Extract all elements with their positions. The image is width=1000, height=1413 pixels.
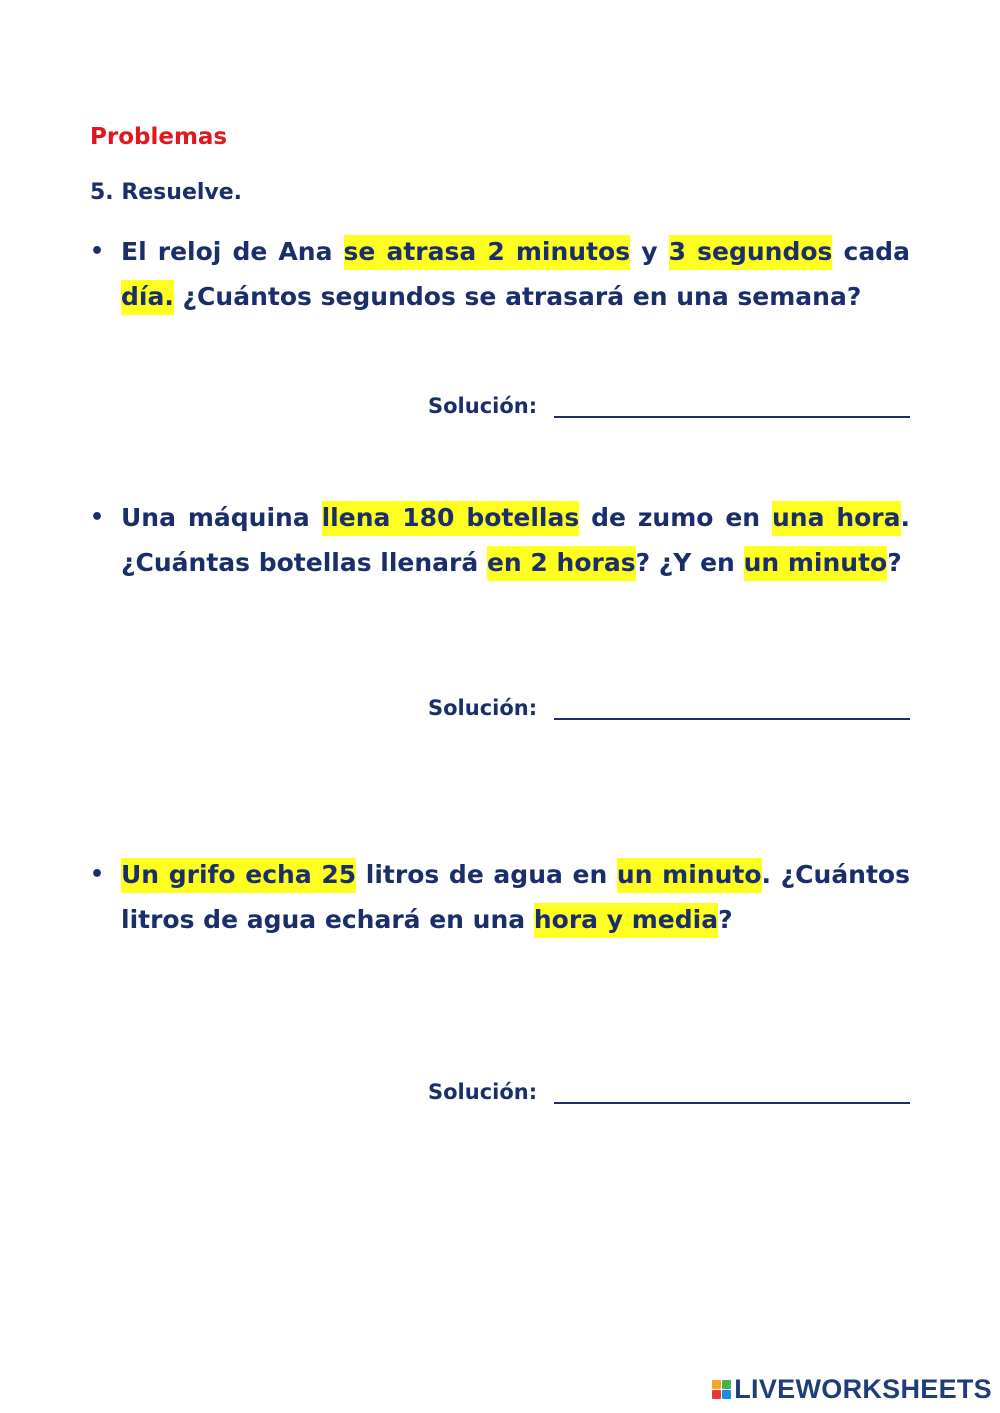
text-segment: ? <box>718 905 733 934</box>
problem-1-text <box>121 229 910 319</box>
logo-square <box>712 1390 721 1399</box>
problem-2-text <box>121 495 910 585</box>
solution-1 <box>428 392 910 422</box>
highlighted-phrase: en 2 horas <box>487 546 636 581</box>
exercise-instruction: 5. Resuelve. <box>90 180 243 205</box>
text-segment: cada <box>832 237 910 266</box>
highlighted-phrase: día. <box>121 280 174 315</box>
solution-2-label: Solución: <box>428 696 538 720</box>
problem-3-text <box>121 852 910 942</box>
solution-1-label: Solución: <box>428 394 538 418</box>
text-segment: . ¿Cuántos litros de agua echará en una <box>121 860 910 934</box>
text-segment: El reloj de Ana <box>121 237 344 266</box>
problem-2 <box>90 495 910 585</box>
text-segment: ? ¿Y en <box>635 548 744 577</box>
logo-square <box>712 1380 721 1389</box>
text-segment: . ¿Cuántas botellas llenará <box>121 503 910 577</box>
solution-3 <box>428 1078 910 1108</box>
text-segment: litros de agua en <box>356 860 617 889</box>
highlighted-phrase: hora y media <box>534 903 718 938</box>
bullet-icon: • <box>90 862 105 887</box>
liveworksheets-logo <box>712 1371 992 1407</box>
solution-2-answer-line[interactable] <box>554 718 910 720</box>
section-title: Problemas <box>90 124 228 150</box>
highlighted-phrase: un minuto <box>744 546 888 581</box>
logo-square <box>722 1380 731 1389</box>
highlighted-phrase: Un grifo echa 25 <box>121 858 356 893</box>
problem-1 <box>90 229 910 319</box>
highlighted-phrase: llena 180 botellas <box>322 501 580 536</box>
solution-1-answer-line[interactable] <box>554 416 910 418</box>
bullet-icon: • <box>90 239 105 264</box>
highlighted-phrase: se atrasa 2 minutos <box>344 235 631 270</box>
solution-3-label: Solución: <box>428 1080 538 1104</box>
text-segment: ? <box>887 548 902 577</box>
logo-text: LIVEWORKSHEETS <box>734 1373 992 1404</box>
problem-3 <box>90 852 910 942</box>
logo-square <box>722 1390 731 1399</box>
highlighted-phrase: una hora <box>772 501 901 536</box>
text-segment: ¿Cuántos segundos se atrasará en una semana? <box>173 282 862 311</box>
bullet-icon: • <box>90 505 105 530</box>
highlighted-phrase: 3 segundos <box>669 235 833 270</box>
highlighted-phrase: un minuto <box>617 858 762 893</box>
text-segment: de zumo en <box>579 503 772 532</box>
text-segment: Una máquina <box>121 503 322 532</box>
text-segment: y <box>630 237 669 266</box>
solution-2 <box>428 694 910 724</box>
liveworksheets-logo-icon <box>712 1380 731 1399</box>
solution-3-answer-line[interactable] <box>554 1102 910 1104</box>
